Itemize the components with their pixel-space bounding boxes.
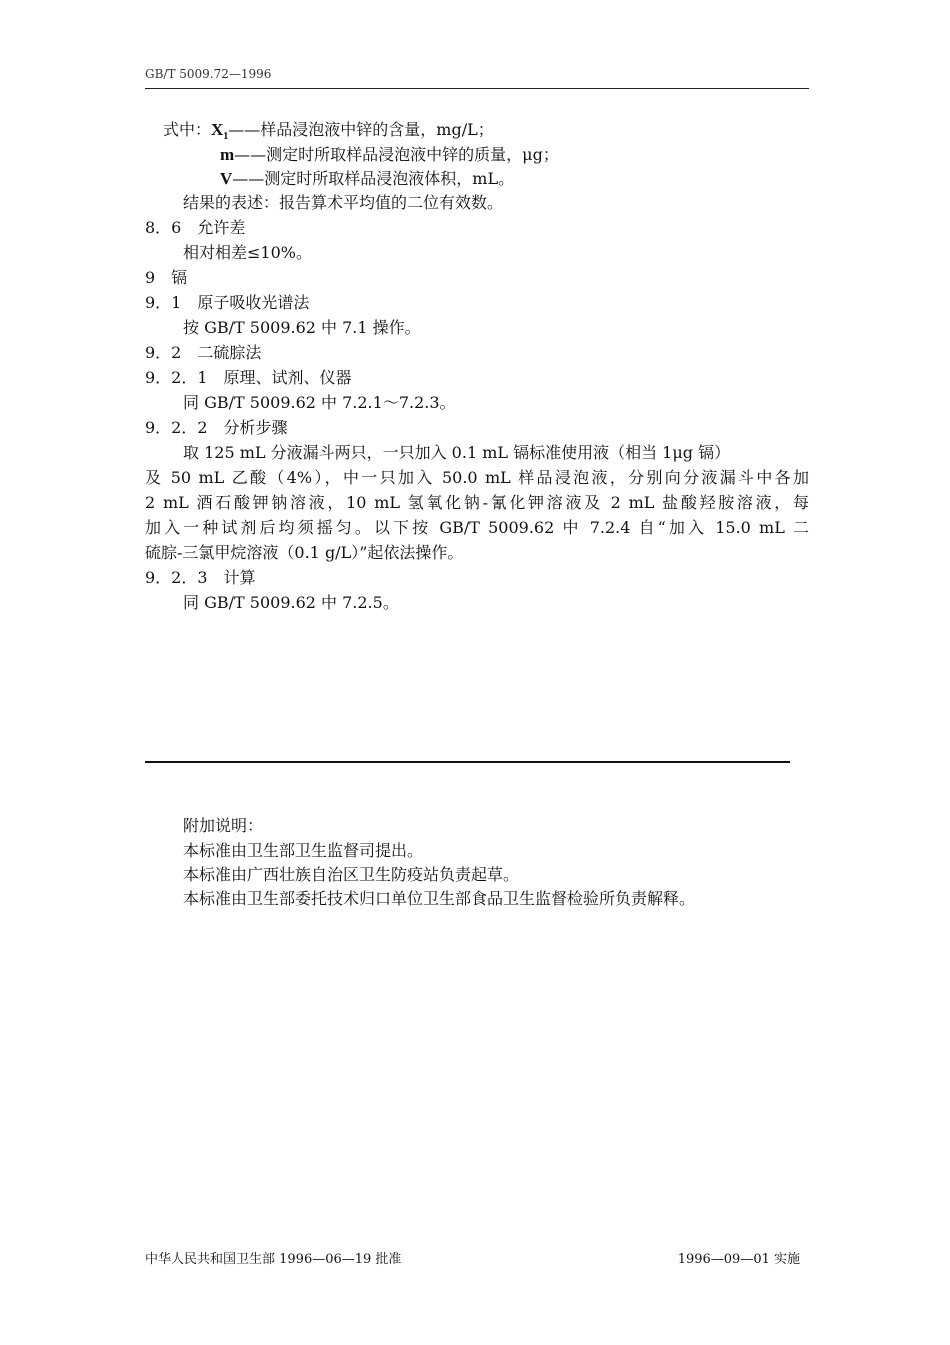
header-rule: [145, 88, 809, 89]
body-line: 相对相差≤10%。: [183, 243, 312, 262]
body-line: 2 mL 酒石酸钾钠溶液，10 mL 氢氧化钠-氰化钾溶液及 2 mL 盐酸羟胺溶液，每: [145, 493, 809, 512]
body-line: 9．1 原子吸收光谱法: [145, 293, 310, 312]
body-line: 加入一种试剂后均须摇匀。以下按 GB/T 5009.62 中 7.2.4 自“加入 15.0 mL 二: [145, 518, 809, 537]
body-line: 8．6 允许差: [145, 218, 246, 237]
appendix-line: 本标准由广西壮族自治区卫生防疫站负责起草。: [183, 865, 520, 884]
appendix-line: 本标准由卫生部委托技术归口单位卫生部食品卫生监督检验所负责解释。: [183, 889, 696, 908]
body-line: 9 镉: [145, 268, 188, 287]
body-line: 9．2．1 原理、试剂、仪器: [145, 368, 352, 387]
body-line: 同 GB/T 5009.62 中 7.2.5。: [183, 593, 399, 612]
var-line-v: V——测定时所取样品浸泡液体积，mL。: [220, 169, 515, 188]
var-line-x1: 式中：$X_1——$样品浸泡液中锌的含量，mg/L；: [163, 120, 494, 143]
body-line: 按 GB/T 5009.62 中 7.1 操作。: [183, 318, 421, 337]
var-line-m: m——测定时所取样品浸泡液中锌的质量，μg；: [220, 145, 559, 164]
body-line: 结果的表述：报告算术平均值的二位有效数。: [183, 193, 504, 212]
body-line: 取 125 mL 分液漏斗两只，一只加入 0.1 mL 镉标准使用液（相当 1μg 镉）: [183, 443, 731, 462]
body-line: 9．2．2 分析步骤: [145, 418, 288, 437]
footer-approval: 中华人民共和国卫生部 1996—06—19 批准: [145, 1252, 402, 1267]
body-line: 硫腙-三氯甲烷溶液（0.1 g/L）”起依法操作。: [145, 543, 464, 562]
body-line: 及 50 mL 乙酸（4%），中一只加入 50.0 mL 样品浸泡液，分别向分液漏斗中各加: [145, 468, 809, 487]
section-rule: [145, 761, 790, 763]
appendix-line: 本标准由卫生部卫生监督司提出。: [183, 841, 424, 860]
body-line: 9．2．3 计算: [145, 568, 256, 587]
footer-implementation: 1996—09—01 实施: [677, 1252, 800, 1267]
body-line: 同 GB/T 5009.62 中 7.2.1～7.2.3。: [183, 393, 456, 412]
appendix-title: 附加说明：: [183, 816, 264, 835]
header-code: GB/T 5009.72—1996: [145, 67, 272, 81]
body-line: 9．2 二硫腙法: [145, 343, 262, 362]
